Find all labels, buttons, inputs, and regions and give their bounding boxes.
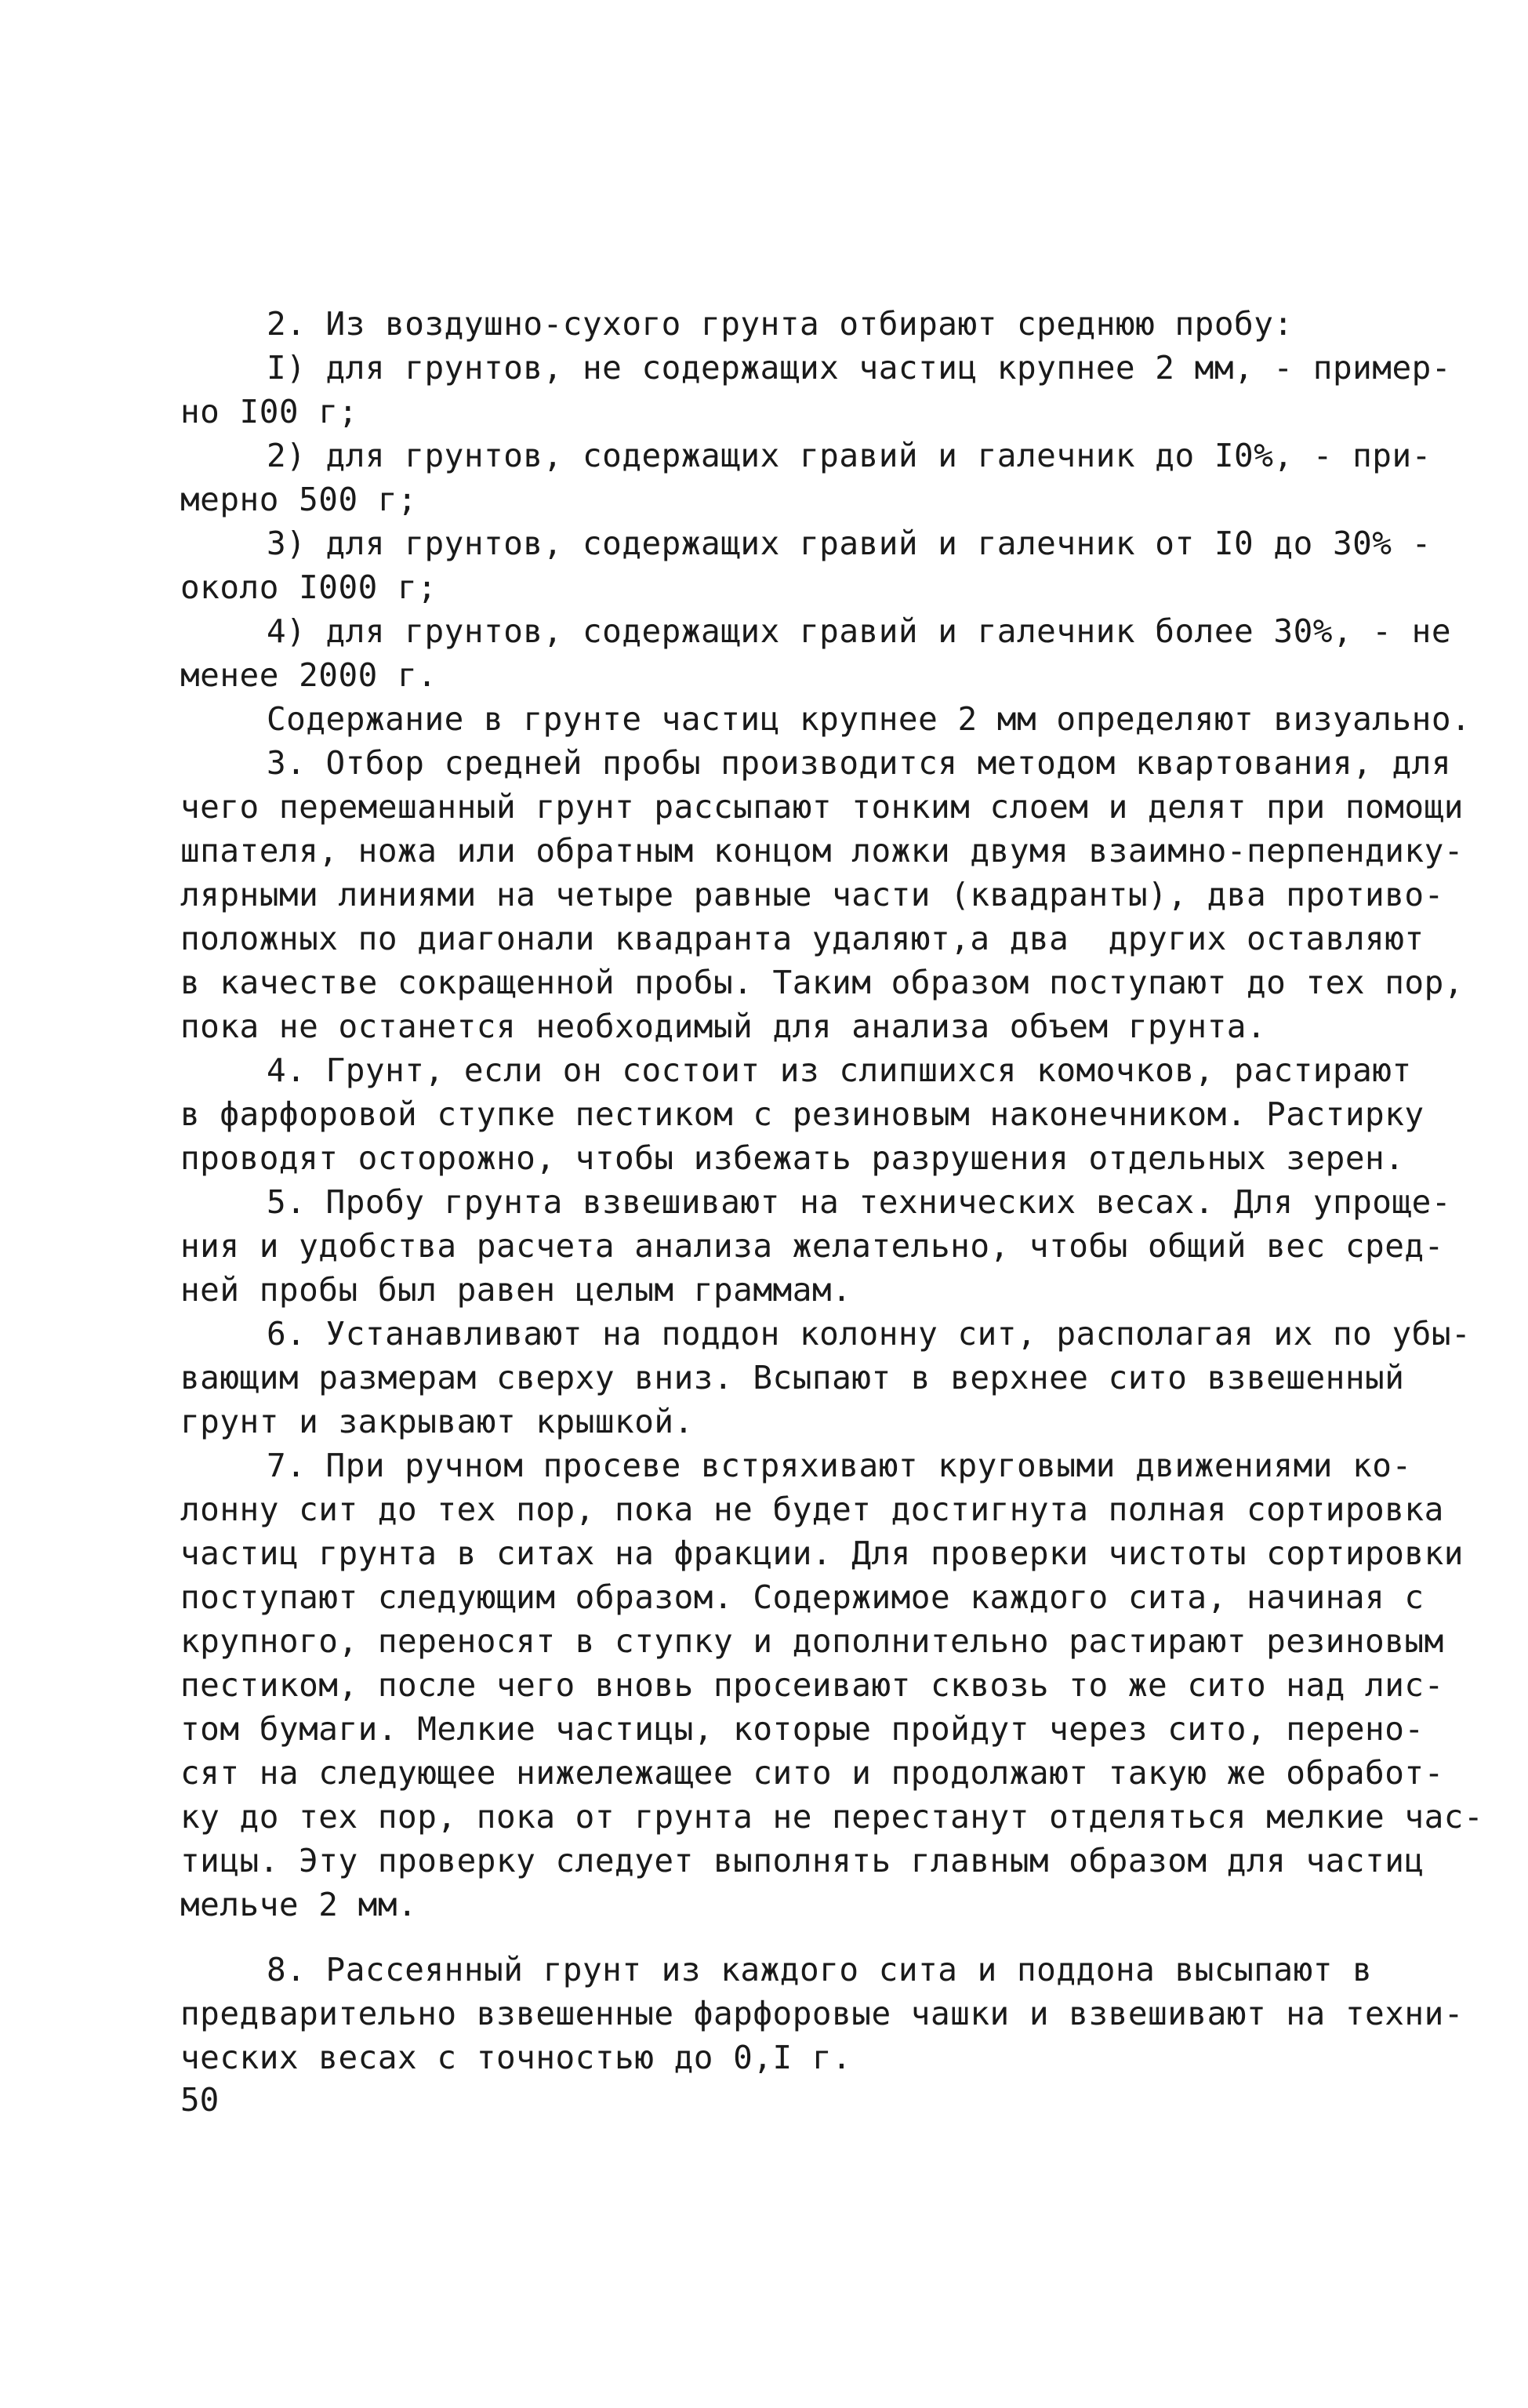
text-line: мерно 500 г; [180, 481, 418, 518]
text-line: предварительно взвешенные фарфоровые чашки и взвешивают на техни- [180, 1995, 1464, 2032]
text-line: 7. При ручном просеве встряхивают круговыми движениями ко- [267, 1447, 1412, 1484]
page-number: 50 [180, 2081, 220, 2119]
text-line: 6. Устанавливают на поддон колонну сит, располагая их по убы- [267, 1315, 1472, 1353]
text-line: положных по диагонали квадранта удаляют,а два других оставляют [180, 920, 1425, 957]
text-line: пестиком, после чего вновь просеивают сквозь то же сито над лис- [180, 1666, 1444, 1704]
text-line: тицы. Эту проверку следует выполнять главным образом для частиц [180, 1842, 1425, 1880]
text-line: 3) для грунтов, содержащих гравий и галечник от I0 до 30% - [267, 525, 1432, 562]
text-line: лярными линиями на четыре равные части (квадранты), два противо- [180, 876, 1444, 913]
text-line: пока не останется необходимый для анализа объем грунта. [180, 1008, 1267, 1045]
text-line: менее 2000 г. [180, 656, 437, 694]
text-line: ней пробы был равен целым граммам. [180, 1271, 852, 1309]
text-line: том бумаги. Мелкие частицы, которые пройдут через сито, перено- [180, 1710, 1425, 1748]
text-line: крупного, переносят в ступку и дополнительно растирают резиновым [180, 1622, 1444, 1660]
text-line: проводят осторожно, чтобы избежать разрушения отдельных зерен. [180, 1139, 1405, 1177]
text-line: 8. Рассеянный грунт из каждого сита и поддона высыпают в [267, 1951, 1373, 1989]
text-line: ческих весах с точностью до 0,I г. [180, 2039, 852, 2076]
text-line: частиц грунта в ситах на фракции. Для проверки чистоты сортировки [180, 1535, 1464, 1572]
text-line: 5. Пробу грунта взвешивают на технических весах. Для упроще- [267, 1183, 1452, 1221]
text-line: грунт и закрывают крышкой. [180, 1403, 694, 1440]
text-line: чего перемешанный грунт рассыпают тонким слоем и делят при помощи [180, 788, 1464, 826]
text-line: I) для грунтов, не содержащих частиц крупнее 2 мм, - пример- [267, 349, 1452, 387]
text-line: но I00 г; [180, 393, 358, 430]
text-line: шпателя, ножа или обратным концом ложки двумя взаимно-перпендику- [180, 832, 1464, 870]
text-line: мельче 2 мм. [180, 1886, 418, 1923]
text-line: около I000 г; [180, 568, 437, 606]
text-line: поступают следующим образом. Содержимое каждого сита, начиная с [180, 1578, 1425, 1616]
text-line: 3. Отбор средней пробы производится методом квартования, для [267, 744, 1452, 782]
text-line: вающим размерам сверху вниз. Всыпают в верхнее сито взвешенный [180, 1359, 1405, 1396]
text-line: 2) для грунтов, содержащих гравий и галечник до I0%, - при- [267, 437, 1432, 474]
text-line: ния и удобства расчета анализа желательно, чтобы общий вес сред- [180, 1227, 1444, 1265]
text-line: Содержание в грунте частиц крупнее 2 мм определяют визуально. [267, 700, 1472, 738]
text-line: ку до тех пор, пока от грунта не перестанут отделяться мелкие час- [180, 1798, 1484, 1836]
text-line: в фарфоровой ступке пестиком с резиновым наконечником. Растирку [180, 1095, 1425, 1133]
text-line: сят на следующее нижележащее сито и продолжают такую же обработ- [180, 1754, 1444, 1792]
text-line: в качестве сокращенной пробы. Таким образом поступают до тех пор, [180, 964, 1464, 1001]
text-line: 2. Из воздушно-сухого грунта отбирают среднюю пробу: [267, 305, 1294, 343]
text-line: 4) для грунтов, содержащих гравий и галечник более 30%, - не [267, 612, 1452, 650]
text-line: лонну сит до тех пор, пока не будет достигнута полная сортировка [180, 1491, 1444, 1528]
text-line: 4. Грунт, если он состоит из слипшихся комочков, растирают [267, 1051, 1412, 1089]
